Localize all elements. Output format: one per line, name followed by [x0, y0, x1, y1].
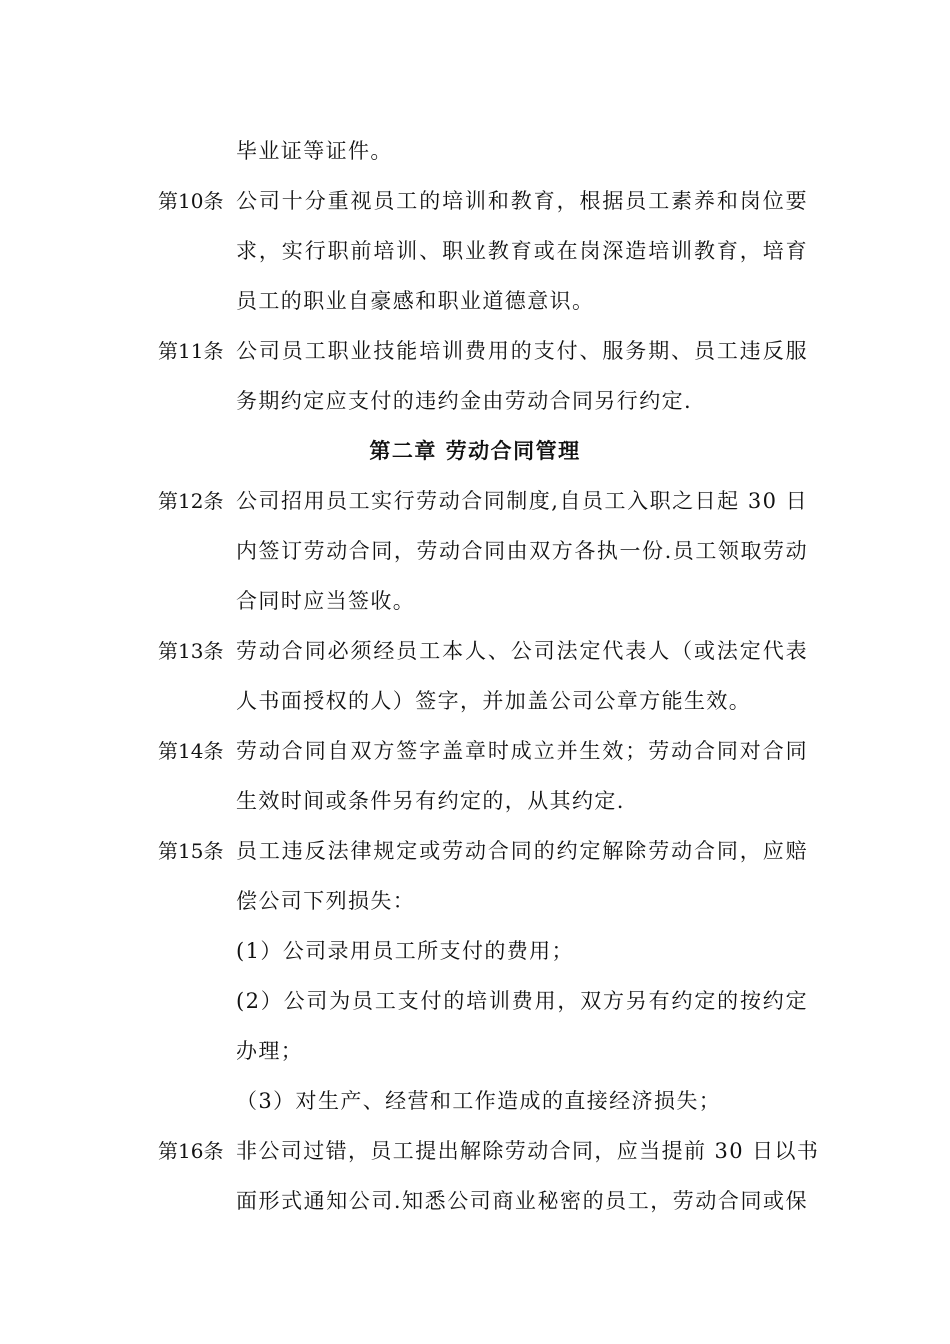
article-line: 人书面授权的人）签字，并加盖公司公章方能生效。 — [236, 689, 752, 713]
article-list-item: （3）对生产、经营和工作造成的直接经济损失； — [236, 1089, 722, 1113]
article-line: 非公司过错，员工提出解除劳动合同，应当提前 30 日以书 — [236, 1139, 820, 1163]
continuation-line: 毕业证等证件。 — [236, 139, 393, 163]
article-line: 内签订劳动合同，劳动合同由双方各执一份.员工领取劳动 — [236, 539, 808, 563]
article-list-item: (2）公司为员工支付的培训费用，双方另有约定的按约定 — [236, 989, 808, 1013]
article-line: 劳动合同自双方签字盖章时成立并生效；劳动合同对合同 — [236, 739, 808, 763]
article-line: 公司招用员工实行劳动合同制度,自员工入职之日起 30 日 — [236, 489, 808, 513]
article-line: 合同时应当签收。 — [236, 589, 416, 613]
article-label: 第10条 — [158, 189, 224, 213]
article-list-item: (1）公司录用员工所支付的费用； — [236, 939, 574, 963]
article-label: 第15条 — [158, 839, 224, 863]
article-line: 面形式通知公司.知悉公司商业秘密的员工，劳动合同或保 — [236, 1189, 808, 1213]
article-label: 第11条 — [158, 339, 224, 363]
article-label: 第14条 — [158, 739, 224, 763]
article-label: 第13条 — [158, 639, 224, 663]
article-line: 办理； — [236, 1039, 304, 1063]
article-line: 偿公司下列损失： — [236, 889, 416, 913]
article-line: 员工违反法律规定或劳动合同的约定解除劳动合同，应赔 — [236, 839, 808, 863]
article-line: 务期约定应支付的违约金由劳动合同另行约定. — [236, 389, 693, 413]
article-line: 公司十分重视员工的培训和教育，根据员工素养和岗位要 — [236, 189, 808, 213]
article-line: 劳动合同必须经员工本人、公司法定代表人（或法定代表 — [236, 639, 808, 663]
article-line: 生效时间或条件另有约定的，从其约定. — [236, 789, 625, 813]
chapter-title: 第二章 劳动合同管理 — [369, 438, 581, 463]
article-line: 求，实行职前培训、职业教育或在岗深造培训教育，培育 — [236, 239, 808, 263]
article-line: 公司员工职业技能培训费用的支付、服务期、员工违反服 — [236, 339, 808, 363]
article-label: 第12条 — [158, 489, 224, 513]
article-line: 员工的职业自豪感和职业道德意识。 — [236, 289, 595, 313]
article-label: 第16条 — [158, 1139, 224, 1163]
